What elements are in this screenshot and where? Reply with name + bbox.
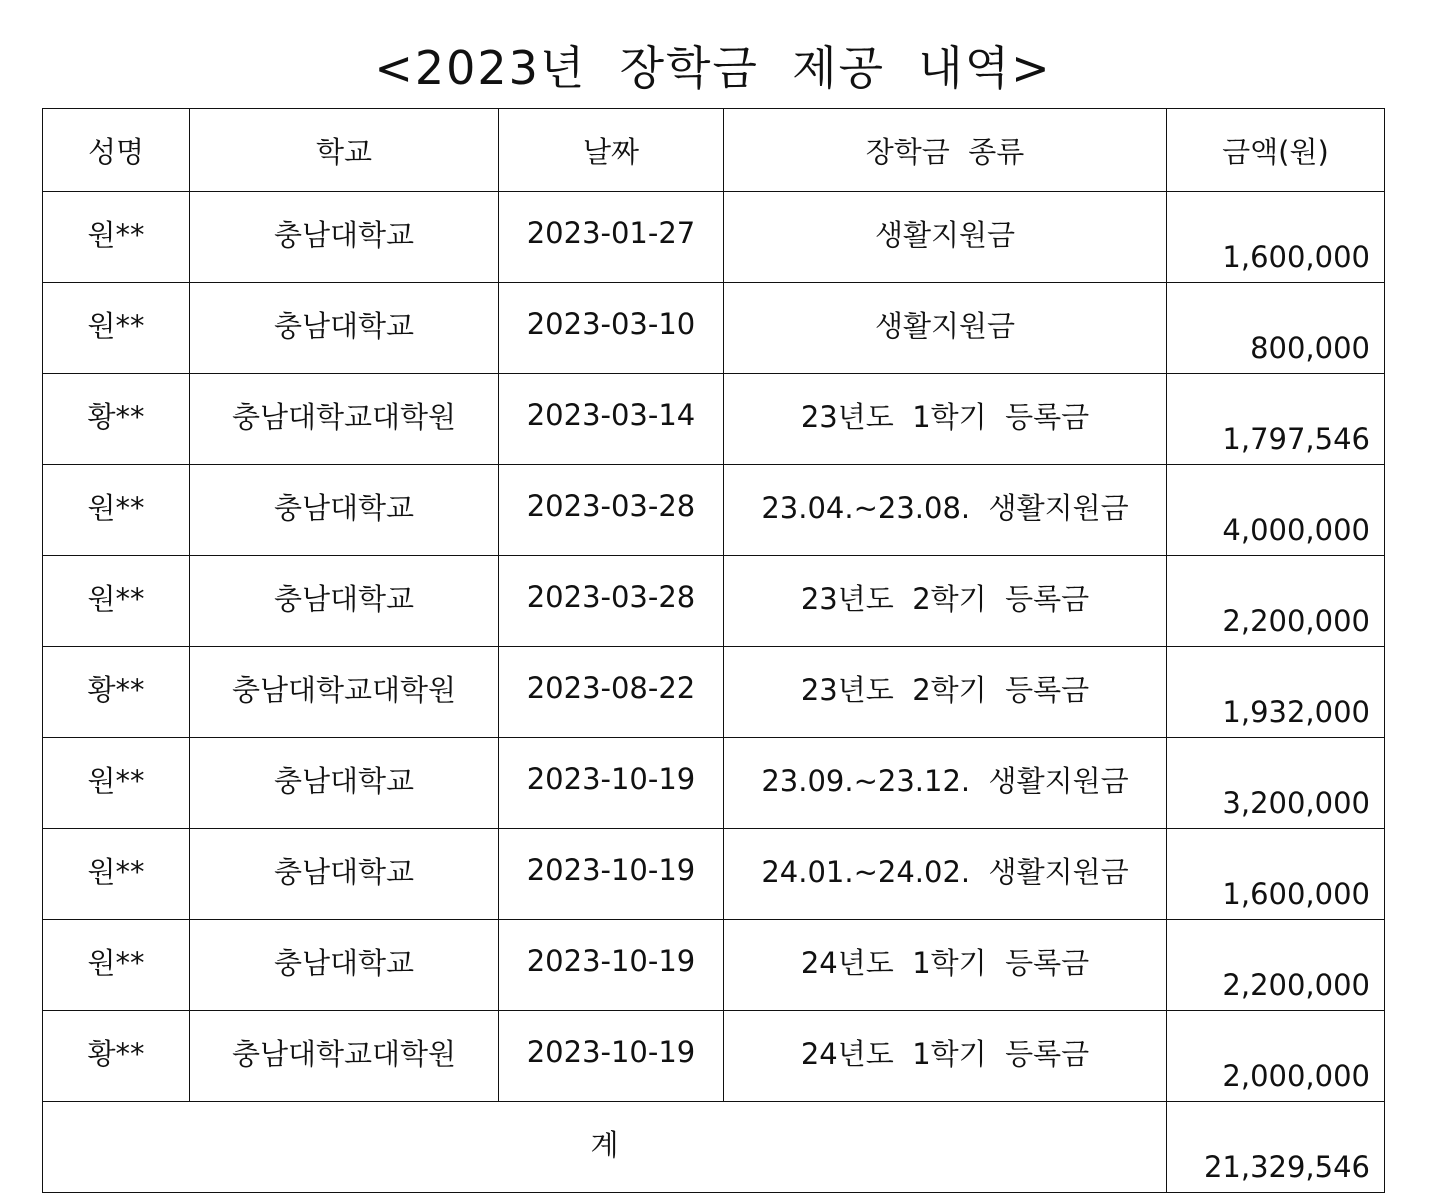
- cell-name: 원**: [43, 556, 190, 647]
- cell-school: 충남대학교대학원: [190, 374, 499, 465]
- cell-amount: 4,000,000: [1167, 465, 1385, 556]
- header-school: 학교: [190, 109, 499, 192]
- table-body: [43, 192, 1385, 1102]
- cell-type: 23.04.~23.08. 생활지원금: [724, 465, 1167, 556]
- total-row: [43, 1102, 1385, 1193]
- cell-type: 24년도 1학기 등록금: [724, 920, 1167, 1011]
- cell-amount: 2,200,000: [1167, 556, 1385, 647]
- cell-type: 23년도 1학기 등록금: [724, 374, 1167, 465]
- table-row: [43, 192, 1385, 283]
- cell-school: 충남대학교: [190, 283, 499, 374]
- cell-name: 원**: [43, 465, 190, 556]
- cell-school: 충남대학교: [190, 556, 499, 647]
- cell-name: 황**: [43, 374, 190, 465]
- cell-school: 충남대학교대학원: [190, 1011, 499, 1102]
- cell-name: 황**: [43, 1011, 190, 1102]
- cell-date: 2023-10-19: [499, 829, 724, 920]
- header-row: [43, 109, 1385, 192]
- table-row: [43, 465, 1385, 556]
- cell-school: 충남대학교: [190, 920, 499, 1011]
- table-row: [43, 647, 1385, 738]
- page-title: <2023년 장학금 제공 내역>: [374, 41, 1052, 95]
- cell-amount: 2,200,000: [1167, 920, 1385, 1011]
- cell-school: 충남대학교: [190, 192, 499, 283]
- cell-amount: 1,600,000: [1167, 192, 1385, 283]
- table-row: [43, 1011, 1385, 1102]
- table-row: [43, 738, 1385, 829]
- cell-type: 23.09.~23.12. 생활지원금: [724, 738, 1167, 829]
- cell-date: 2023-08-22: [499, 647, 724, 738]
- total-amount: 21,329,546: [1167, 1102, 1385, 1193]
- cell-school: 충남대학교: [190, 738, 499, 829]
- cell-date: 2023-10-19: [499, 1011, 724, 1102]
- cell-type: 23년도 2학기 등록금: [724, 647, 1167, 738]
- header-date: 날짜: [499, 109, 724, 192]
- cell-school: 충남대학교: [190, 829, 499, 920]
- cell-type: 24년도 1학기 등록금: [724, 1011, 1167, 1102]
- table-row: [43, 829, 1385, 920]
- table-row: [43, 374, 1385, 465]
- table-row: [43, 556, 1385, 647]
- cell-date: 2023-03-10: [499, 283, 724, 374]
- scholarship-table: [42, 108, 1385, 1193]
- cell-amount: 1,797,546: [1167, 374, 1385, 465]
- cell-date: 2023-03-28: [499, 556, 724, 647]
- total-label: 계: [43, 1102, 1167, 1193]
- cell-type: 23년도 2학기 등록금: [724, 556, 1167, 647]
- cell-date: 2023-03-28: [499, 465, 724, 556]
- cell-name: 원**: [43, 738, 190, 829]
- cell-name: 원**: [43, 829, 190, 920]
- header-amount: 금액(원): [1167, 109, 1385, 192]
- cell-name: 원**: [43, 283, 190, 374]
- cell-date: 2023-10-19: [499, 920, 724, 1011]
- cell-name: 원**: [43, 920, 190, 1011]
- cell-date: 2023-01-27: [499, 192, 724, 283]
- cell-school: 충남대학교: [190, 465, 499, 556]
- cell-type: 생활지원금: [724, 283, 1167, 374]
- cell-type: 생활지원금: [724, 192, 1167, 283]
- cell-type: 24.01.~24.02. 생활지원금: [724, 829, 1167, 920]
- cell-name: 원**: [43, 192, 190, 283]
- cell-amount: 3,200,000: [1167, 738, 1385, 829]
- cell-school: 충남대학교대학원: [190, 647, 499, 738]
- cell-name: 황**: [43, 647, 190, 738]
- cell-date: 2023-10-19: [499, 738, 724, 829]
- cell-amount: 1,600,000: [1167, 829, 1385, 920]
- cell-amount: 2,000,000: [1167, 1011, 1385, 1102]
- cell-amount: 1,932,000: [1167, 647, 1385, 738]
- table-row: [43, 283, 1385, 374]
- table-row: [43, 920, 1385, 1011]
- cell-amount: 800,000: [1167, 283, 1385, 374]
- cell-date: 2023-03-14: [499, 374, 724, 465]
- header-type: 장학금 종류: [724, 109, 1167, 192]
- header-name: 성명: [43, 109, 190, 192]
